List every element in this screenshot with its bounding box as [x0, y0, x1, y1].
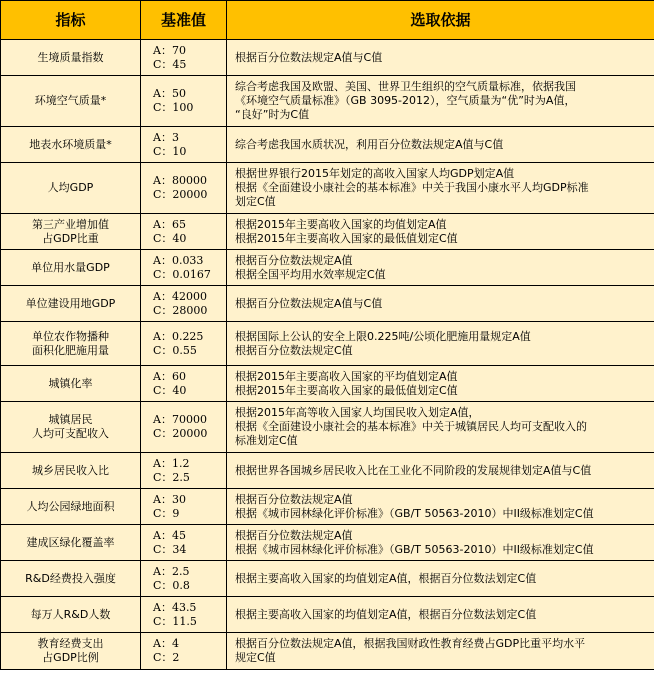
selection-basis-line: 根据《全面建设小康社会的基本标准》中关于我国小康水平人均GDP标准 [235, 181, 589, 194]
table-row [1, 286, 654, 322]
benchmark-values [141, 561, 227, 597]
benchmark-values [141, 453, 227, 489]
indicator-name-line: 面积化肥施用量 [32, 343, 109, 357]
benchmark-value-c: C：10 [153, 144, 187, 158]
benchmark-values [141, 633, 227, 670]
header-row [1, 1, 654, 40]
benchmark-values [141, 214, 227, 250]
table-row [1, 76, 654, 127]
benchmark-value-a: A：43.5 [153, 600, 197, 614]
selection-basis [227, 322, 654, 366]
table-row [1, 633, 654, 670]
selection-basis-line: 根据全国平均用水效率规定C值 [235, 267, 386, 281]
benchmark-value-c: C：45 [153, 57, 187, 71]
indicator-name-line: 第三产业增加值 [32, 217, 109, 231]
benchmark-value-c: C：2.5 [153, 470, 190, 484]
selection-basis-line: 综合考虑我国水质状况，利用百分位数法规定A值与C值 [235, 137, 504, 151]
benchmark-value-a: A：42000 [153, 289, 207, 303]
indicator-name [1, 525, 141, 561]
table-row [1, 561, 654, 597]
selection-basis-line: 根据百分位数法规定A值，根据我国财政性教育经费占GDP比重平均水平 [235, 637, 586, 650]
indicator-name [1, 76, 141, 127]
benchmark-value-c: C：0.0167 [153, 267, 211, 281]
indicator-name-line: 每万人R&D人数 [30, 607, 111, 621]
indicator-name-line: 城乡居民收入比 [32, 463, 109, 477]
selection-basis [227, 163, 654, 214]
indicator-name [1, 597, 141, 633]
table-row [1, 250, 654, 286]
benchmark-value-c: C：40 [153, 383, 187, 397]
selection-basis-line: 划定C值 [235, 195, 276, 208]
table-row [1, 322, 654, 366]
indicator-name-line: 占GDP比例 [42, 651, 99, 664]
table-row [1, 163, 654, 214]
indicator-name-line: 生境质量指数 [37, 50, 104, 64]
selection-basis-line: 根据国际上公认的安全上限0.225吨/公顷化肥施用量规定A值 [235, 329, 531, 343]
benchmark-values [141, 286, 227, 322]
table-row [1, 597, 654, 633]
benchmark-value-a: A：0.033 [153, 253, 204, 267]
benchmark-value-a: A：70000 [153, 413, 207, 426]
selection-basis [227, 453, 654, 489]
selection-basis [227, 633, 654, 670]
selection-basis [227, 250, 654, 286]
selection-basis [227, 561, 654, 597]
selection-basis-line: “良好”时为C值 [235, 108, 310, 121]
indicator-name [1, 127, 141, 163]
benchmark-values [141, 76, 227, 127]
indicator-name [1, 453, 141, 489]
selection-basis-line: 根据主要高收入国家的均值划定A值，根据百分位数法划定C值 [235, 571, 537, 585]
selection-basis [227, 40, 654, 76]
indicator-name-line: 建成区绿化覆盖率 [26, 535, 115, 549]
benchmark-value-a: A：0.225 [153, 329, 204, 343]
selection-basis-line: 规定C值 [235, 651, 276, 664]
benchmark-values [141, 597, 227, 633]
selection-basis-line: 根据百分位数法规定A值与C值 [235, 50, 383, 64]
indicator-name-line: 人均GDP [47, 181, 94, 194]
selection-basis-line: 标准划定C值 [235, 434, 298, 447]
benchmark-values [141, 489, 227, 525]
indicator-name [1, 489, 141, 525]
benchmark-value-a: A：2.5 [153, 564, 190, 578]
selection-basis [227, 402, 654, 453]
benchmark-values [141, 525, 227, 561]
selection-basis-line: 根据主要高收入国家的均值划定A值，根据百分位数法划定C值 [235, 607, 537, 621]
indicator-name [1, 561, 141, 597]
benchmark-value-a: A：4 [153, 637, 179, 650]
benchmark-values [141, 366, 227, 402]
indicator-name-line: 单位农作物播种 [32, 329, 109, 343]
indicator-name [1, 40, 141, 76]
benchmark-value-c: C：0.55 [153, 343, 197, 357]
benchmark-value-a: A：30 [153, 492, 186, 506]
selection-basis-line: 根据《城市园林绿化评价标准》（GB/T 50563-2010）中II级标准划定C值 [235, 506, 594, 520]
benchmark-values [141, 127, 227, 163]
table-row [1, 489, 654, 525]
selection-basis-line: 根据百分位数法规定A值 [235, 253, 353, 267]
benchmark-value-c: C：20000 [153, 188, 208, 201]
benchmark-value-c: C：2 [153, 651, 180, 664]
indicator-name [1, 633, 141, 670]
selection-basis [227, 597, 654, 633]
table-row [1, 525, 654, 561]
indicator-name-line: R&D经费投入强度 [25, 571, 116, 585]
selection-basis [227, 214, 654, 250]
benchmark-value-c: C：20000 [153, 427, 208, 440]
selection-basis-line: 根据《城市园林绿化评价标准》（GB/T 50563-2010）中II级标准划定C值 [235, 542, 594, 556]
selection-basis-line: 综合考虑我国及欧盟、美国、世界卫生组织的空气质量标准，依据我国 [235, 80, 576, 93]
benchmark-value-a: A：60 [153, 369, 186, 383]
indicator-name [1, 286, 141, 322]
selection-basis-line: 根据2015年高等收入国家人均国民收入划定A值， [235, 406, 480, 419]
benchmark-value-c: C：11.5 [153, 614, 197, 628]
benchmark-value-a: A：80000 [153, 174, 207, 187]
header-indicator: 指标 [1, 1, 141, 40]
selection-basis-line: 根据百分位数法规定A值 [235, 492, 353, 506]
indicator-name-line: 单位用水量GDP [31, 260, 110, 274]
selection-basis [227, 525, 654, 561]
header-benchmark: 基准值 [141, 1, 227, 40]
benchmark-values [141, 402, 227, 453]
selection-basis-line: 根据2015年主要高收入国家的最低值划定C值 [235, 383, 458, 397]
indicator-name [1, 402, 141, 453]
indicator-name-line: 城镇居民 [48, 413, 93, 426]
benchmark-value-c: C：28000 [153, 303, 208, 317]
selection-basis-line: 根据世界银行2015年划定的高收入国家人均GDP划定A值 [235, 167, 515, 180]
benchmark-value-a: A：50 [153, 87, 186, 100]
benchmark-value-a: A：1.2 [153, 456, 190, 470]
header-basis: 选取依据 [227, 1, 654, 40]
table-row [1, 127, 654, 163]
selection-basis-line: 根据百分位数法规定A值与C值 [235, 296, 383, 310]
benchmark-value-c: C：100 [153, 101, 194, 114]
benchmark-value-a: A：45 [153, 528, 186, 542]
selection-basis-line: 根据百分位数法规定C值 [235, 343, 353, 357]
benchmark-value-c: C：0.8 [153, 578, 190, 592]
indicator-name-line: 人均公园绿地面积 [26, 499, 115, 513]
table-row [1, 40, 654, 76]
table-row [1, 366, 654, 402]
selection-basis [227, 127, 654, 163]
table-row [1, 402, 654, 453]
benchmark-value-c: C：34 [153, 542, 187, 556]
benchmark-value-a: A：65 [153, 217, 186, 231]
indicator-name-line: 环境空气质量* [34, 94, 107, 107]
selection-basis-line: 根据《全面建设小康社会的基本标准》中关于城镇居民人均可支配收入的 [235, 420, 587, 433]
selection-basis [227, 489, 654, 525]
selection-basis-line: 根据世界各国城乡居民收入比在工业化不同阶段的发展规律划定A值与C值 [235, 463, 592, 477]
indicator-name-line: 城镇化率 [48, 376, 93, 390]
table-row [1, 214, 654, 250]
selection-basis-line: 根据百分位数法规定A值 [235, 528, 353, 542]
indicator-name [1, 214, 141, 250]
indicator-name [1, 250, 141, 286]
benchmark-values [141, 322, 227, 366]
selection-basis [227, 286, 654, 322]
selection-basis-line: 根据2015年主要高收入国家的最低值划定C值 [235, 231, 458, 245]
benchmark-values [141, 250, 227, 286]
benchmark-values [141, 163, 227, 214]
indicator-name-line: 单位建设用地GDP [25, 296, 116, 310]
benchmark-value-a: A：70 [153, 43, 186, 57]
indicator-name [1, 163, 141, 214]
benchmark-value-a: A：3 [153, 130, 179, 144]
selection-basis [227, 76, 654, 127]
table-row [1, 453, 654, 489]
indicator-name-line: 占GDP比重 [42, 231, 99, 245]
selection-basis-line: 根据2015年主要高收入国家的均值划定A值 [235, 217, 447, 231]
benchmark-values [141, 40, 227, 76]
selection-basis-line: 《环境空气质量标准》（GB 3095-2012），空气质量为“优”时为A值， [235, 94, 576, 107]
benchmark-value-c: C：9 [153, 506, 180, 520]
benchmark-value-c: C：40 [153, 231, 187, 245]
indicator-name-line: 地表水环境质量* [29, 137, 112, 151]
selection-basis-line: 根据2015年主要高收入国家的平均值划定A值 [235, 369, 458, 383]
indicator-name-line: 人均可支配收入 [32, 427, 109, 440]
indicator-name-line: 教育经费支出 [37, 637, 104, 650]
indicator-name [1, 366, 141, 402]
selection-basis [227, 366, 654, 402]
indicator-name [1, 322, 141, 366]
